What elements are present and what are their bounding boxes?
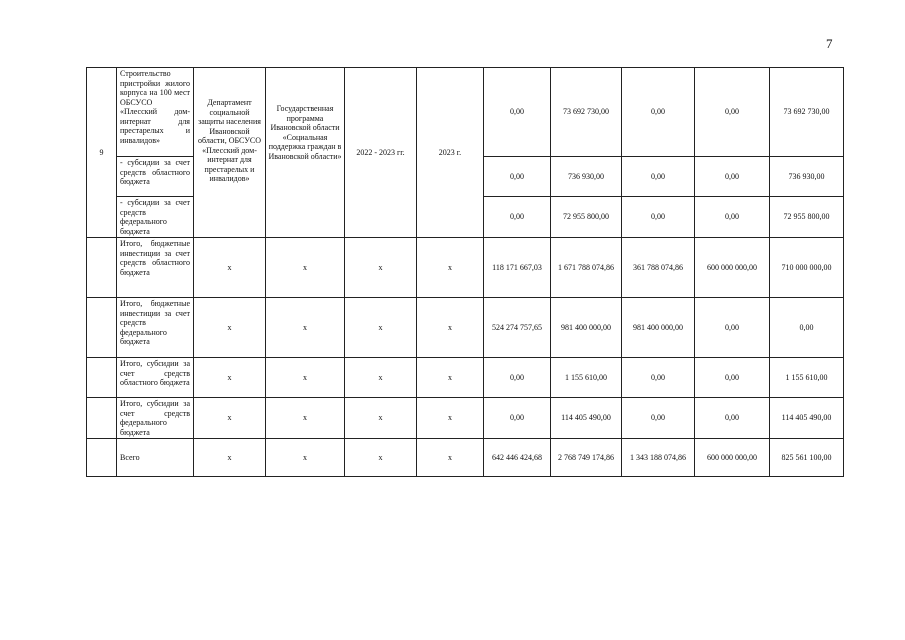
mark-cell: х xyxy=(266,358,345,398)
table-row xyxy=(87,238,844,298)
value-cell: 73 692 730,00 xyxy=(551,68,622,157)
total-label: Итого, бюджетные инвестиции за счет средств областного бюджета xyxy=(117,238,194,298)
grand-total-label: Всего xyxy=(117,439,194,477)
subsidy-regional-label: - субсидии за счет средств областного бюджета xyxy=(117,157,194,197)
table-row xyxy=(87,398,844,439)
subsidy-federal-label: - субсидии за счет средств федерального бюджета xyxy=(117,197,194,238)
mark-cell: х xyxy=(194,298,266,358)
value-cell: 981 400 000,00 xyxy=(551,298,622,358)
value-cell: 600 000 000,00 xyxy=(695,238,770,298)
mark-cell: х xyxy=(194,238,266,298)
value-cell: 0,00 xyxy=(484,197,551,238)
value-cell: 1 155 610,00 xyxy=(770,358,844,398)
table-row xyxy=(87,298,844,358)
mark-cell: х xyxy=(417,398,484,439)
table-row xyxy=(87,68,844,157)
mark-cell: х xyxy=(194,398,266,439)
period: 2022 - 2023 гг. xyxy=(345,68,417,238)
value-cell: 2 768 749 174,86 xyxy=(551,439,622,477)
mark-cell: х xyxy=(345,358,417,398)
value-cell: 72 955 800,00 xyxy=(770,197,844,238)
value-cell: 0,00 xyxy=(622,197,695,238)
value-cell: 0,00 xyxy=(622,398,695,439)
value-cell: 736 930,00 xyxy=(551,157,622,197)
value-cell: 114 405 490,00 xyxy=(551,398,622,439)
value-cell: 114 405 490,00 xyxy=(770,398,844,439)
value-cell: 0,00 xyxy=(695,197,770,238)
mark-cell: х xyxy=(417,358,484,398)
value-cell: 0,00 xyxy=(622,68,695,157)
mark-cell: х xyxy=(417,298,484,358)
executor: Департамент социальной защиты населения Ивановской области, ОБСУСО «Плесский дом-интернат для престарелых и инвалидов» xyxy=(194,68,266,238)
value-cell: 1 343 188 074,86 xyxy=(622,439,695,477)
value-cell: 600 000 000,00 xyxy=(695,439,770,477)
mark-cell: х xyxy=(266,298,345,358)
mark-cell: х xyxy=(345,398,417,439)
mark-cell: х xyxy=(345,298,417,358)
program: Государственная программа Ивановской области «Социальная поддержка граждан в Ивановской области» xyxy=(266,68,345,238)
value-cell: 361 788 074,86 xyxy=(622,238,695,298)
mark-cell: х xyxy=(266,238,345,298)
mark-cell: х xyxy=(266,398,345,439)
value-cell: 0,00 xyxy=(484,68,551,157)
value-cell: 0,00 xyxy=(695,157,770,197)
page-number: 7 xyxy=(826,36,833,51)
value-cell: 524 274 757,65 xyxy=(484,298,551,358)
value-cell: 642 446 424,68 xyxy=(484,439,551,477)
mark-cell: х xyxy=(345,238,417,298)
value-cell: 1 155 610,00 xyxy=(551,358,622,398)
value-cell: 736 930,00 xyxy=(770,157,844,197)
budget-table xyxy=(86,67,844,477)
value-cell: 0,00 xyxy=(695,298,770,358)
table-row xyxy=(87,358,844,398)
value-cell: 0,00 xyxy=(770,298,844,358)
value-cell: 0,00 xyxy=(484,358,551,398)
value-cell: 1 671 788 074,86 xyxy=(551,238,622,298)
value-cell: 0,00 xyxy=(695,398,770,439)
object-name: Строительство пристройки жилого корпуса на 100 мест ОБСУСО «Плесский дом-интернат для престарелых и инвалидов» xyxy=(117,68,194,157)
mark-cell: х xyxy=(194,358,266,398)
mark-cell: х xyxy=(417,238,484,298)
value-cell: 118 171 667,03 xyxy=(484,238,551,298)
value-cell: 710 000 000,00 xyxy=(770,238,844,298)
mark-cell: х xyxy=(417,439,484,477)
value-cell: 825 561 100,00 xyxy=(770,439,844,477)
total-label: Итого, бюджетные инвестиции за счет средств федерального бюджета xyxy=(117,298,194,358)
value-cell: 0,00 xyxy=(622,157,695,197)
mark-cell: х xyxy=(194,439,266,477)
value-cell: 73 692 730,00 xyxy=(770,68,844,157)
year: 2023 г. xyxy=(417,68,484,238)
table-row xyxy=(87,439,844,477)
value-cell: 0,00 xyxy=(622,358,695,398)
mark-cell: х xyxy=(345,439,417,477)
row-number: 9 xyxy=(87,68,117,238)
value-cell: 0,00 xyxy=(695,68,770,157)
total-label: Итого, субсидии за счет средств федерального бюджета xyxy=(117,398,194,439)
value-cell: 981 400 000,00 xyxy=(622,298,695,358)
value-cell: 72 955 800,00 xyxy=(551,197,622,238)
mark-cell: х xyxy=(266,439,345,477)
value-cell: 0,00 xyxy=(484,398,551,439)
value-cell: 0,00 xyxy=(484,157,551,197)
total-label: Итого, субсидии за счет средств областного бюджета xyxy=(117,358,194,398)
value-cell: 0,00 xyxy=(695,358,770,398)
totals-section xyxy=(87,238,844,477)
